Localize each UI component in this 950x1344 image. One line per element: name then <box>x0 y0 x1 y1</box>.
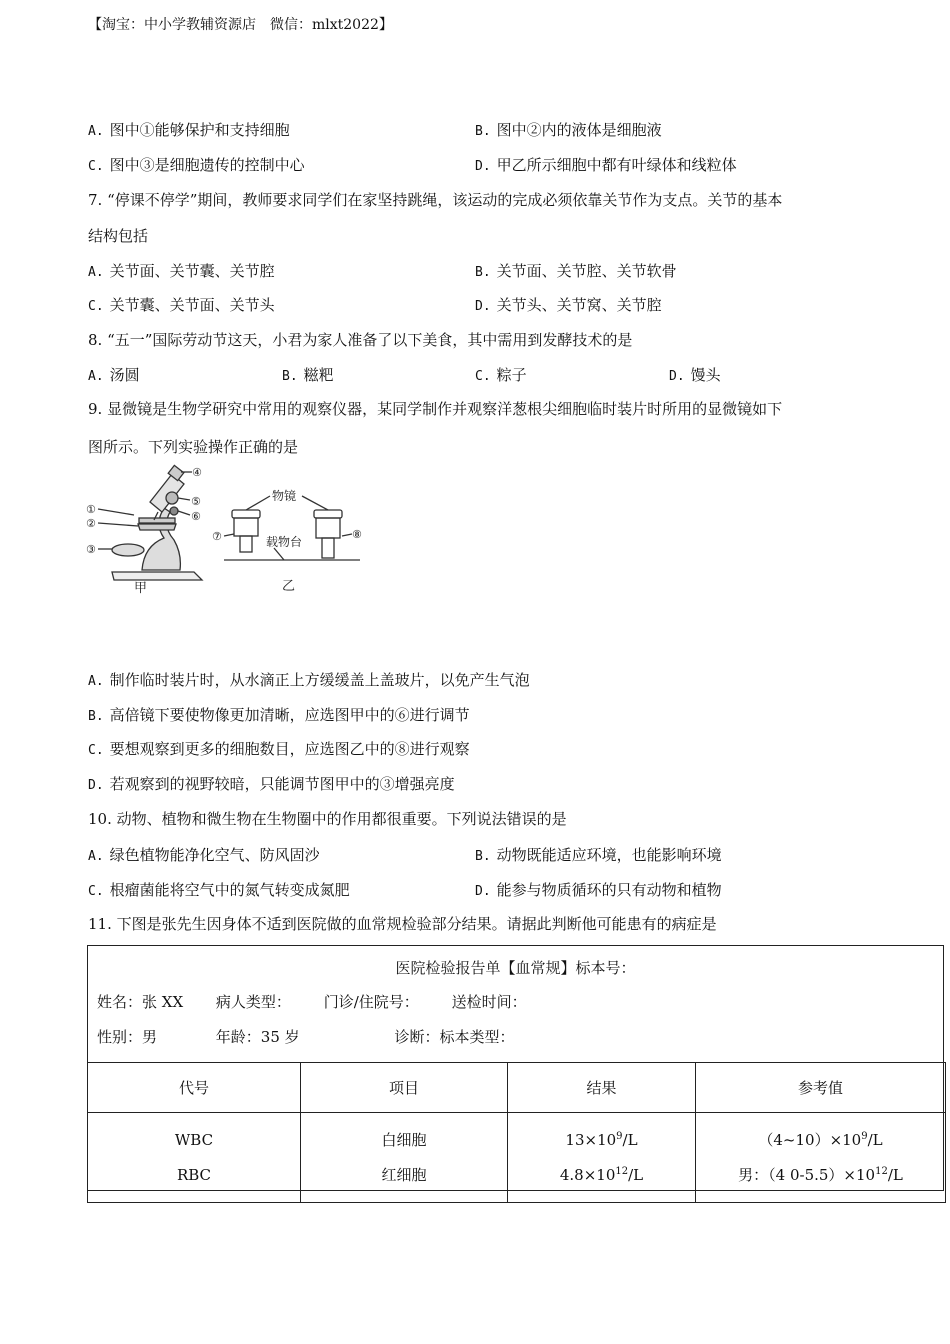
label-4: ④ <box>192 466 202 479</box>
patient-age: 年龄：35 岁 <box>215 1028 300 1046</box>
item-cell <box>301 1113 508 1203</box>
q7-option-a[interactable]: A. 关节面、关节囊、关节腔 <box>88 262 275 280</box>
q6-option-d[interactable]: D. 甲乙所示细胞中都有叶绿体和线粒体 <box>475 156 737 174</box>
report-table <box>87 1062 946 1203</box>
q9-option-c[interactable]: C. 要想观察到更多的细胞数目，应选图乙中的⑧进行观察 <box>88 740 470 758</box>
q8-option-c[interactable]: C. 粽子 <box>475 366 527 384</box>
table-header-row <box>88 1063 946 1113</box>
result-rbc: $4.8\times 10^{12}/L$ <box>559 1166 644 1184</box>
figure-yi-caption: 乙 <box>282 579 296 594</box>
q10-option-b[interactable]: B. 动物既能适应环境，也能影响环境 <box>475 846 722 864</box>
q8-stem: 8. “五一”国际劳动节这天，小君为家人准备了以下美食，其中需用到发酵技术的是 <box>88 331 633 349</box>
q8-option-b[interactable]: B. 糍粑 <box>282 366 334 384</box>
label-7: ⑦ <box>212 530 222 543</box>
reference-rbc: 男：（4 $0-5.5)\times 10^{12}/L$ <box>738 1166 903 1184</box>
microscope-figure <box>84 462 374 598</box>
result-wbc: $13\times 10^9/L$ <box>565 1131 638 1149</box>
label-5: ⑤ <box>191 495 201 508</box>
q7-stem-line1: 7. “停课不停学”期间，教师要求同学们在家坚持跳绳，该运动的完成必须依靠关节作为支点。关节的基本 <box>88 191 783 209</box>
label-6: ⑥ <box>191 510 201 523</box>
label-2: ② <box>86 517 96 530</box>
q6-option-c[interactable]: C. 图中③是细胞遗传的控制中心 <box>88 156 305 174</box>
result-cell <box>508 1113 696 1203</box>
objective-label: 物镜 <box>272 489 297 503</box>
q11-stem: 11. 下图是张先生因身体不适到医院做的血常规检验部分结果。请据此判断他可能患有的病症是 <box>88 915 717 933</box>
patient-gender: 性别：男 <box>97 1028 158 1046</box>
patient-type: 病人类型： <box>215 993 291 1011</box>
q6-option-a[interactable]: A. 图中①能够保护和支持细胞 <box>88 121 290 139</box>
q7-stem-line2: 结构包括 <box>88 227 149 245</box>
report-info-row-2 <box>97 1026 542 1047</box>
q7-option-d[interactable]: D. 关节头、关节窝、关节腔 <box>475 296 662 314</box>
label-1: ① <box>86 503 96 516</box>
report-info-row-1 <box>97 991 555 1012</box>
blood-test-report <box>87 945 944 1191</box>
q8-option-a[interactable]: A. 汤圆 <box>88 366 140 384</box>
header-item: 项目 <box>301 1063 508 1113</box>
q7-option-c[interactable]: C. 关节囊、关节面、关节头 <box>88 296 275 314</box>
figure-jia-caption: 甲 <box>134 581 148 596</box>
code-cell <box>88 1113 301 1203</box>
header-watermark: 【淘宝：中小学教辅资源店 微信：mlxt2022】 <box>88 17 393 33</box>
header-reference: 参考值 <box>696 1063 946 1113</box>
send-time: 送检时间： <box>451 993 527 1011</box>
header-result: 结果 <box>508 1063 696 1113</box>
item-wbc: 白细胞 <box>381 1131 427 1149</box>
reference-wbc: $(4\sim 10)\times 10^9/L$ <box>758 1131 883 1149</box>
q8-option-d[interactable]: D. 馒头 <box>669 366 721 384</box>
q10-stem: 10. 动物、植物和微生物在生物圈中的作用都很重要。下列说法错误的是 <box>88 810 567 828</box>
q9-option-d[interactable]: D. 若观察到的视野较暗，只能调节图甲中的③增强亮度 <box>88 775 455 793</box>
stage-label: 载物台 <box>266 535 303 549</box>
q9-option-a[interactable]: A. 制作临时装片时，从水滴正上方缓缓盖上盖玻片，以免产生气泡 <box>88 671 530 689</box>
patient-name: 姓名：张 XX <box>97 993 184 1011</box>
label-8: ⑧ <box>352 528 362 541</box>
q6-option-b[interactable]: B. 图中②内的液体是细胞液 <box>475 121 662 139</box>
table-row <box>88 1113 946 1203</box>
q10-option-d[interactable]: D. 能参与物质循环的只有动物和植物 <box>475 881 722 899</box>
q9-stem-line1: 9. 显微镜是生物学研究中常用的观察仪器，某同学制作并观察洋葱根尖细胞临时装片时所用的显微镜如下 <box>88 400 783 418</box>
reference-cell <box>696 1113 946 1203</box>
q9-option-b[interactable]: B. 高倍镜下要使物像更加清晰，应选图甲中的⑥进行调节 <box>88 706 470 724</box>
header-code: 代号 <box>88 1063 301 1113</box>
code-rbc: RBC <box>176 1166 212 1184</box>
code-wbc: WBC <box>174 1131 214 1149</box>
q10-option-a[interactable]: A. 绿色植物能净化空气、防风固沙 <box>88 846 320 864</box>
report-title: 医院检验报告单【血常规】标本号： <box>395 959 636 977</box>
item-rbc: 红细胞 <box>381 1166 427 1184</box>
q10-option-c[interactable]: C. 根瘤菌能将空气中的氮气转变成氮肥 <box>88 881 350 899</box>
diagnosis: 诊断：标本类型： <box>394 1028 515 1046</box>
q9-stem-line2: 图所示。下列实验操作正确的是 <box>88 438 299 456</box>
label-3: ③ <box>86 543 96 556</box>
clinic-number: 门诊/住院号： <box>323 993 419 1011</box>
q7-option-b[interactable]: B. 关节面、关节腔、关节软骨 <box>475 262 677 280</box>
